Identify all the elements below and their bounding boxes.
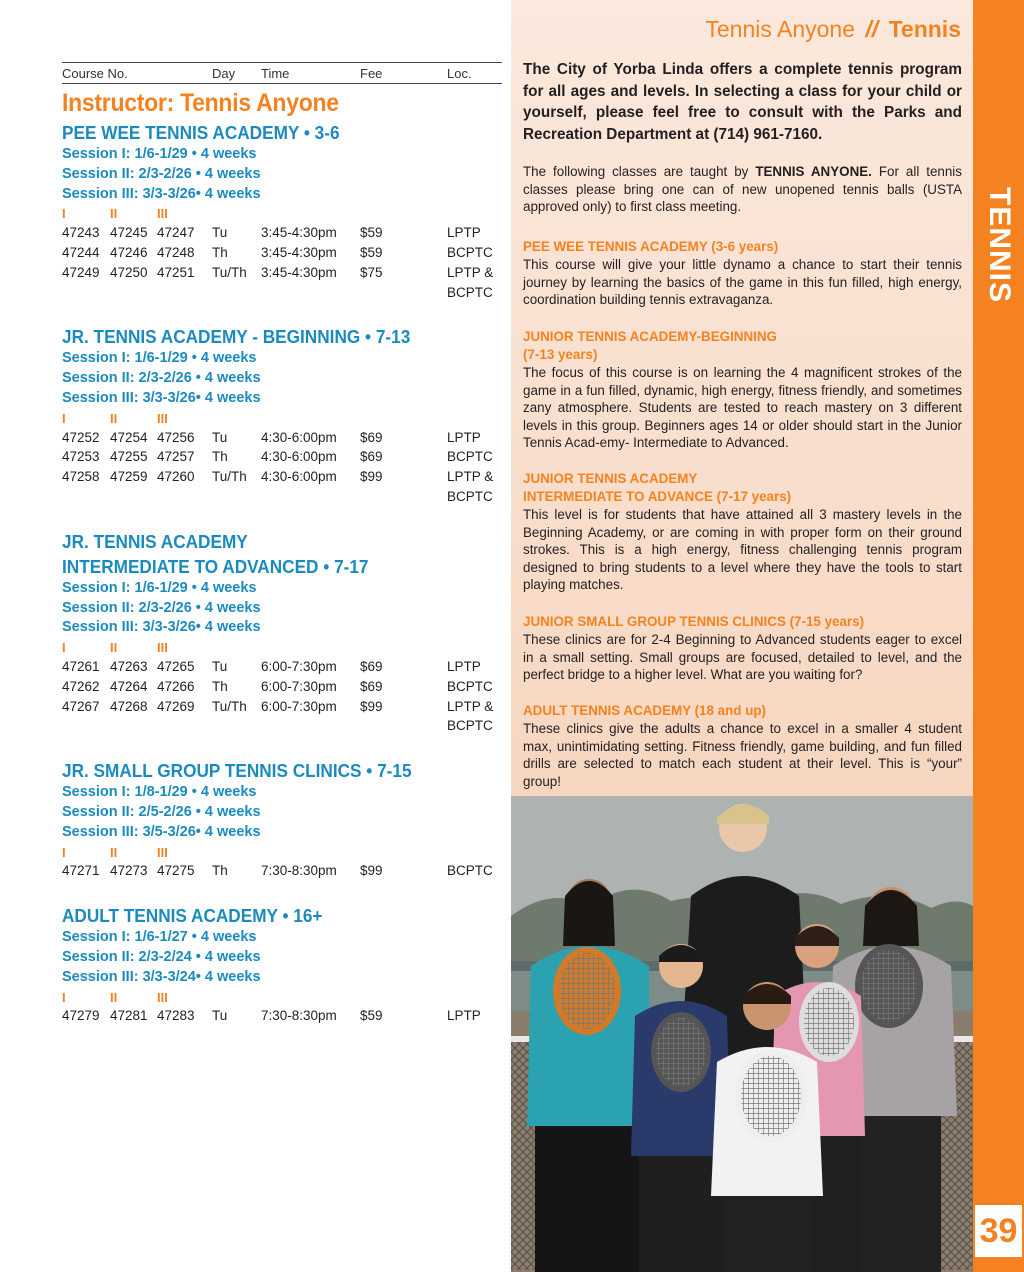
section-tab [973, 0, 1024, 1272]
course-number: 47257 [157, 449, 195, 465]
course-number: 47249 [62, 264, 100, 280]
desc-text: This course will give your little dynamo a chance to start their tennis journey by learning the basics of the game in this fun filled, high energy, coordination building tennis extravaganza. [523, 257, 962, 308]
course-number: 47260 [157, 469, 195, 485]
brand-slashes: // [865, 16, 879, 42]
session-dates: Session III: 3/3-3/26• 4 weeks [62, 185, 261, 202]
desc-heading: PEE WEE TENNIS ACADEMY (3-6 years) [523, 239, 779, 254]
session-numeral: I [62, 844, 66, 860]
session-dates: Session I: 1/6-1/29 • 4 weeks [62, 350, 257, 367]
course-number: 47263 [110, 658, 148, 674]
course-location: LPTP & [447, 698, 494, 714]
course-number: 47246 [110, 244, 148, 260]
course-location: LPTP & [447, 264, 494, 280]
course-row-continued [62, 488, 502, 508]
course-time: 4:30-6:00pm [261, 429, 337, 445]
course-list [62, 120, 502, 1027]
course-fee: $69 [360, 429, 383, 445]
session-numeral: I [62, 206, 66, 222]
session-dates: Session II: 2/3-2/24 • 4 weeks [62, 948, 261, 965]
session-numeral: III [157, 844, 168, 860]
course-fee: $99 [360, 863, 383, 879]
course-fee: $75 [360, 264, 383, 280]
course-row [62, 244, 502, 264]
course-number: 47247 [157, 225, 195, 241]
desc-heading: ADULT TENNIS ACADEMY (18 and up) [523, 703, 767, 718]
course-fee: $69 [360, 658, 383, 674]
course-number: 47253 [62, 449, 100, 465]
course-location: LPTP [447, 429, 481, 445]
course-day: Tu [212, 225, 228, 241]
desc-junior-intermediate [523, 470, 962, 594]
brand-light: Tennis Anyone [705, 16, 856, 42]
course-number: 47271 [62, 863, 100, 879]
course-number: 47256 [157, 429, 195, 445]
desc-text: The focus of this course is on learning the 4 magnificent strokes of the game in a fun filled, dynamic, high energy, fitness friendly, and sometimes zany atmosphere. Students are tested to reach mastery on 3 different levels in this group. Beginners ages 14 or older should start in the Junior Tennis Acad-emy- Intermediate to Advanced. [523, 365, 962, 451]
course-row [62, 264, 502, 284]
course-number: 47283 [157, 1008, 195, 1024]
session-numeral: III [157, 989, 168, 1005]
course-location-2: BCPTC [447, 488, 493, 504]
session-numeral: I [62, 989, 66, 1005]
course-day: Tu/Th [212, 264, 247, 280]
course-number: 47266 [157, 678, 195, 694]
course-number: 47269 [157, 698, 195, 714]
session-dates: Session II: 2/3-2/26 • 4 weeks [62, 599, 261, 616]
intro-paragraph: The City of Yorba Linda offers a complete tennis program for all ages and levels. In selecting a class for your child or yourself, please feel free to consult with the Parks and Recreation Department at (714) 961-7160. [523, 61, 962, 143]
taught-post: For all tennis classes please bring one can of new unopened tennis balls (USTA approved only) to first class meeting. [523, 164, 962, 215]
description-panel [511, 0, 973, 1272]
course-row [62, 429, 502, 449]
course-row [62, 224, 502, 244]
header-time: Time [261, 66, 290, 81]
course-number: 47275 [157, 863, 195, 879]
course-title: INTERMEDIATE TO ADVANCED • 7-17 [62, 555, 369, 577]
course-number: 47279 [62, 1008, 100, 1024]
course-fee: $99 [360, 469, 383, 485]
course-block [62, 120, 502, 303]
session-dates: Session III: 3/3-3/24• 4 weeks [62, 968, 261, 985]
course-number: 47259 [110, 469, 148, 485]
session-numeral: II [110, 206, 118, 222]
session-numeral: III [157, 640, 168, 656]
course-day: Th [212, 244, 228, 260]
session-numeral: I [62, 640, 66, 656]
table-header [62, 62, 502, 84]
course-row [62, 658, 502, 678]
course-number: 47265 [157, 658, 195, 674]
desc-text: These clinics are for 2-4 Beginning to Advanced students eager to excel in a small setting. Small groups are focused, detailed to level, and the perfect bridge to a higher level. What are you waiting for? [523, 632, 962, 683]
session-numeral: I [62, 410, 66, 426]
group-photo [511, 796, 973, 1272]
course-title: PEE WEE TENNIS ACADEMY • 3-6 [62, 122, 340, 143]
desc-heading: JUNIOR SMALL GROUP TENNIS CLINICS (7-15 years) [523, 614, 865, 629]
desc-adult [523, 702, 962, 790]
course-time: 6:00-7:30pm [261, 678, 337, 694]
course-number: 47258 [62, 469, 100, 485]
course-time: 4:30-6:00pm [261, 449, 337, 465]
course-number: 47268 [110, 698, 148, 714]
session-dates: Session III: 3/5-3/26• 4 weeks [62, 823, 261, 840]
course-row [62, 678, 502, 698]
desc-pee-wee [523, 238, 962, 309]
course-time: 4:30-6:00pm [261, 469, 337, 485]
course-fee: $59 [360, 1008, 383, 1024]
course-time: 3:45-4:30pm [261, 264, 337, 280]
session-numerals [62, 638, 502, 658]
taught-pre: The following classes are taught by [523, 164, 756, 179]
course-block [62, 758, 502, 882]
course-number: 47251 [157, 264, 195, 280]
course-block [62, 529, 502, 737]
session-numeral: II [110, 844, 118, 860]
course-time: 3:45-4:30pm [261, 244, 337, 260]
session-numerals [62, 843, 502, 863]
instructor-heading: Instructor: Tennis Anyone [62, 89, 339, 117]
course-location: LPTP [447, 1008, 481, 1024]
course-location-2: BCPTC [447, 718, 493, 734]
course-number: 47248 [157, 244, 195, 260]
desc-heading: JUNIOR TENNIS ACADEMY-BEGINNING [523, 329, 777, 344]
course-number: 47250 [110, 264, 148, 280]
session-dates: Session I: 1/6-1/27 • 4 weeks [62, 929, 257, 946]
course-time: 6:00-7:30pm [261, 658, 337, 674]
session-numeral: II [110, 640, 118, 656]
course-row-continued [62, 284, 502, 304]
course-location: LPTP [447, 225, 481, 241]
session-numeral: III [157, 410, 168, 426]
tab-label: TENNIS [982, 186, 1016, 304]
course-fee: $69 [360, 449, 383, 465]
session-dates: Session II: 2/3-2/26 • 4 weeks [62, 370, 261, 387]
course-location: BCPTC [447, 863, 493, 879]
course-time: 6:00-7:30pm [261, 698, 337, 714]
brand-bold: Tennis [888, 16, 961, 42]
header-course-no: Course No. [62, 66, 128, 81]
desc-text: These clinics give the adults a chance to excel in a smaller 4 student max, unintimidating setting. Fitness friendly, game building, and fun filled drills are selected to match each student at their level. This is “your” group! [523, 721, 962, 789]
course-fee: $69 [360, 678, 383, 694]
session-numerals [62, 204, 502, 224]
course-title: JR. TENNIS ACADEMY - BEGINNING • 7-13 [62, 326, 411, 348]
desc-text: This level is for students that have attained all 3 mastery levels in the Beginning Academy, or are coming in with proper form on their ground strokes. This is a high energy, fitness challenging tennis program designed to bring students to a level where they have the tools to start playing matches. [523, 507, 962, 593]
course-block [62, 903, 502, 1027]
session-numeral: II [110, 989, 118, 1005]
course-location: LPTP [447, 658, 481, 674]
course-fee: $59 [360, 225, 383, 241]
desc-small-group [523, 613, 962, 684]
course-day: Tu [212, 1008, 228, 1024]
course-fee: $59 [360, 244, 383, 260]
session-dates: Session III: 3/3-3/26• 4 weeks [62, 389, 261, 406]
course-day: Tu [212, 429, 228, 445]
course-schedule [62, 62, 502, 1048]
session-dates: Session I: 1/8-1/29 • 4 weeks [62, 784, 257, 801]
course-day: Th [212, 449, 228, 465]
taught-by-paragraph [523, 163, 962, 216]
desc-heading: JUNIOR TENNIS ACADEMY [523, 471, 698, 486]
header-loc: Loc. [447, 66, 472, 81]
course-day: Th [212, 678, 228, 694]
course-block [62, 324, 502, 507]
course-number: 47243 [62, 225, 100, 241]
course-fee: $99 [360, 698, 383, 714]
course-number: 47264 [110, 678, 148, 694]
course-time: 7:30-8:30pm [261, 863, 337, 879]
session-dates: Session I: 1/6-1/29 • 4 weeks [62, 579, 257, 596]
course-title: JR. SMALL GROUP TENNIS CLINICS • 7-15 [62, 760, 412, 782]
course-number: 47262 [62, 678, 100, 694]
taught-name: TENNIS ANYONE. [755, 164, 872, 179]
session-numerals [62, 988, 502, 1008]
course-title: ADULT TENNIS ACADEMY • 16+ [62, 905, 323, 927]
course-number: 47252 [62, 429, 100, 445]
course-row-continued [62, 717, 502, 737]
session-numeral: II [110, 410, 118, 426]
course-number: 47254 [110, 429, 148, 445]
course-day: Tu [212, 658, 228, 674]
course-number: 47255 [110, 449, 148, 465]
course-row [62, 1007, 502, 1027]
session-dates: Session I: 1/6-1/29 • 4 weeks [62, 146, 257, 162]
course-location-2: BCPTC [447, 284, 493, 300]
course-day: Tu/Th [212, 698, 247, 714]
session-dates: Session II: 2/5-2/26 • 4 weeks [62, 803, 261, 820]
course-row [62, 468, 502, 488]
group-photo-illustration [511, 796, 973, 1272]
course-location: BCPTC [447, 678, 493, 694]
course-day: Th [212, 863, 228, 879]
course-number: 47261 [62, 658, 100, 674]
course-number: 47245 [110, 225, 148, 241]
course-number: 47281 [110, 1008, 148, 1024]
session-numerals [62, 409, 502, 429]
course-number: 47267 [62, 698, 100, 714]
header-fee: Fee [360, 66, 383, 81]
course-location: BCPTC [447, 244, 493, 260]
section-brand [705, 16, 961, 43]
desc-heading: INTERMEDIATE TO ADVANCE (7-17 years) [523, 489, 792, 504]
course-row [62, 448, 502, 468]
course-day: Tu/Th [212, 469, 247, 485]
course-location: BCPTC [447, 449, 493, 465]
course-title: JR. TENNIS ACADEMY [62, 530, 248, 552]
course-number: 47273 [110, 863, 148, 879]
page-number: 39 [979, 1212, 1018, 1250]
desc-heading: (7-13 years) [523, 347, 598, 362]
course-row [62, 862, 502, 882]
course-number: 47244 [62, 244, 100, 260]
session-numeral: III [157, 206, 168, 222]
course-location: LPTP & [447, 469, 494, 485]
course-time: 3:45-4:30pm [261, 225, 337, 241]
course-time: 7:30-8:30pm [261, 1008, 337, 1024]
session-dates: Session III: 3/3-3/26• 4 weeks [62, 619, 261, 636]
session-dates: Session II: 2/3-2/26 • 4 weeks [62, 165, 261, 182]
course-row [62, 698, 502, 718]
desc-junior-beginning [523, 328, 962, 452]
header-day: Day [212, 66, 236, 81]
